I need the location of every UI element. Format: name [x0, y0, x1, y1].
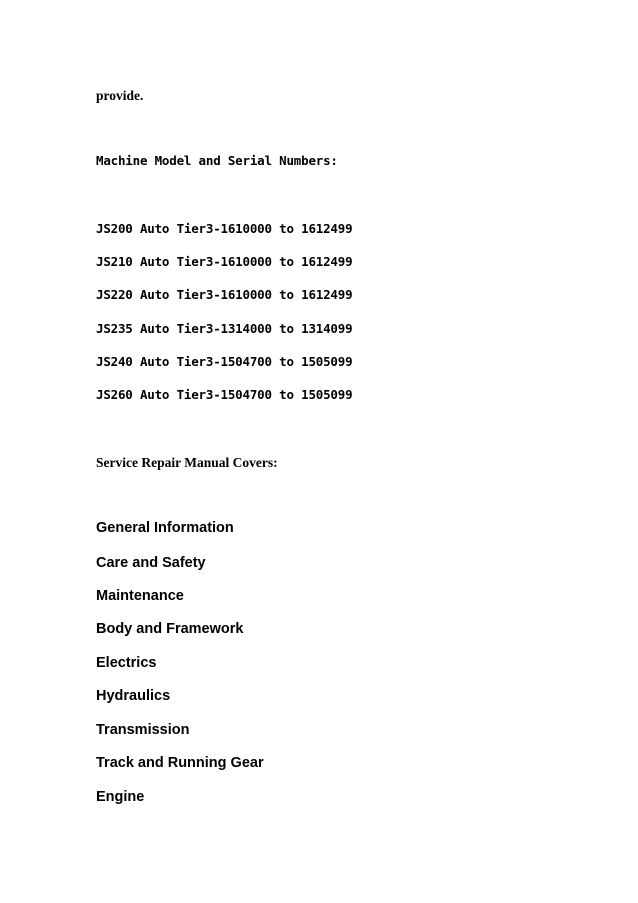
covers-list-item: General Information: [96, 520, 234, 536]
machine-model-item: JS240 Auto Tier3-1504700 to 1505099: [96, 354, 353, 369]
covers-list-item: Engine: [96, 789, 145, 805]
covers-section-heading: Service Repair Manual Covers:: [96, 455, 278, 470]
covers-list-item: Care and Safety: [96, 555, 206, 571]
machine-section-heading: Machine Model and Serial Numbers:: [96, 153, 338, 168]
covers-list-item: Transmission: [96, 722, 190, 738]
covers-list-item: Body and Framework: [96, 621, 244, 637]
covers-list-item: Track and Running Gear: [96, 755, 264, 771]
covers-list-item: Maintenance: [96, 588, 184, 604]
machine-model-item: JS210 Auto Tier3-1610000 to 1612499: [96, 254, 353, 269]
intro-text: provide.: [96, 88, 144, 103]
machine-model-item: JS220 Auto Tier3-1610000 to 1612499: [96, 287, 353, 302]
machine-model-item: JS235 Auto Tier3-1314000 to 1314099: [96, 321, 353, 336]
covers-list-item: Electrics: [96, 655, 157, 671]
machine-model-item: JS200 Auto Tier3-1610000 to 1612499: [96, 221, 353, 236]
machine-model-item: JS260 Auto Tier3-1504700 to 1505099: [96, 387, 353, 402]
covers-list-item: Hydraulics: [96, 688, 171, 704]
